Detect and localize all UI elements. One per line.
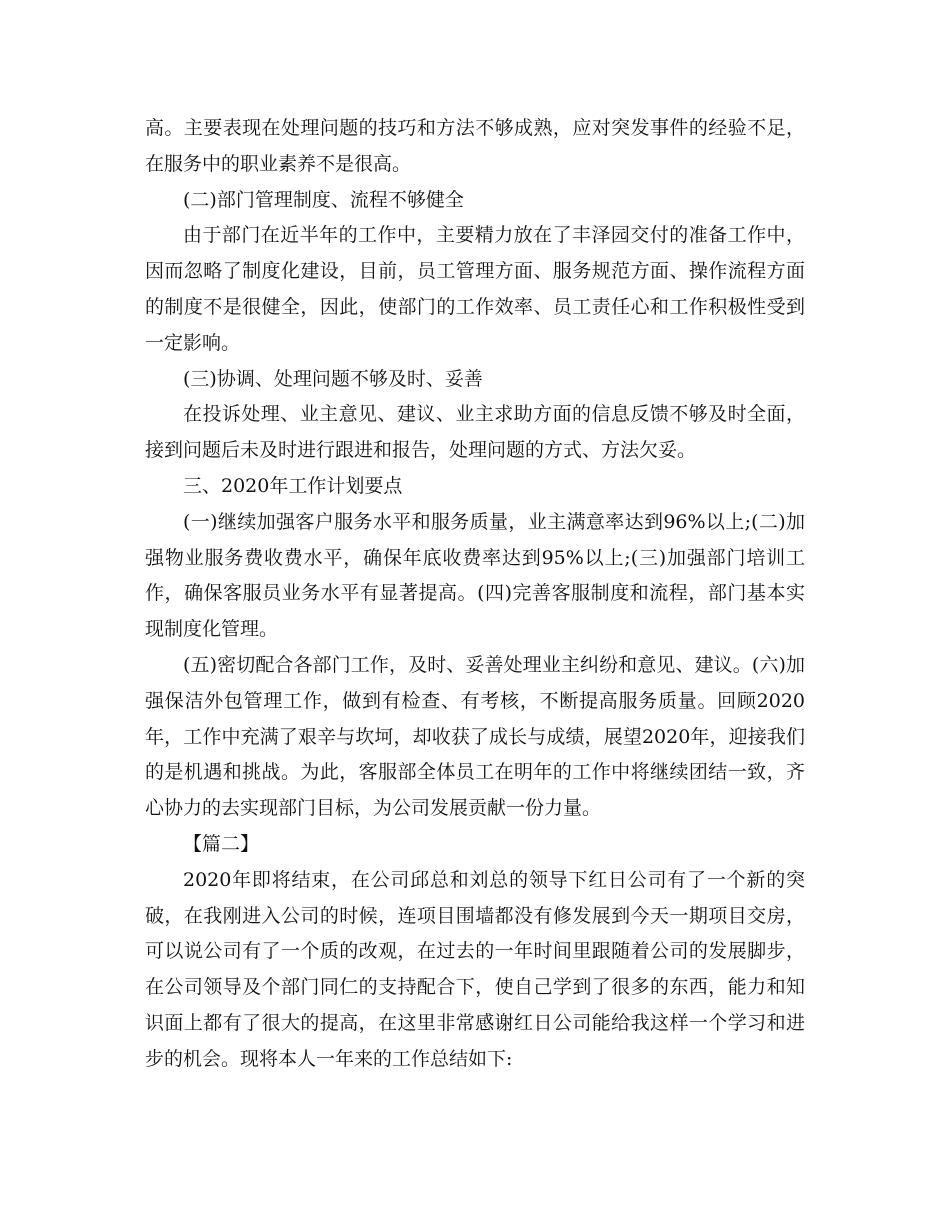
body-paragraph: 在投诉处理、业主意见、建议、业主求助方面的信息反馈不够及时全面，接到问题后未及时进行跟进和报告，处理问题的方式、方法欠妥。 bbox=[145, 403, 805, 462]
section-heading: 三、2020年工作计划要点 bbox=[183, 474, 403, 497]
section-subheading: (二)部门管理制度、流程不够健全 bbox=[183, 188, 464, 211]
section-subheading: (三)协调、处理问题不够及时、妥善 bbox=[183, 367, 483, 390]
article-heading: 【篇二】 bbox=[183, 832, 260, 855]
body-paragraph: (五)密切配合各部门工作，及时、妥善处理业主纠纷和意见、建议。(六)加强保洁外包管理工作，做到有检查、有考核，不断提高服务质量。回顾2020年，工作中充满了艰辛与坎坷，却收获了成长与成绩，展望2020年，迎接我们的是机遇和挑战。为此，客服部全体员工在明年的工作中将继续团结一致，齐心协力的去实现部门目标，为公司发展贡献一份力量。 bbox=[145, 653, 805, 820]
body-paragraph-continued: 高。主要表现在处理问题的技巧和方法不够成熟，应对突发事件的经验不足，在服务中的职业素养不是很高。 bbox=[145, 117, 805, 175]
body-paragraph: 由于部门在近半年的工作中，主要精力放在了丰泽园交付的准备工作中，因而忽略了制度化建设，目前，员工管理方面、服务规范方面、操作流程方面的制度不是很健全，因此，使部门的工作效率、员工责任心和工作积极性受到一定影响。 bbox=[145, 224, 805, 354]
body-paragraph: (一)继续加强客户服务水平和服务质量，业主满意率达到96%以上;(二)加强物业服务费收费水平，确保年底收费率达到95%以上;(三)加强部门培训工作，确保客服员业务水平有显著提高。(四)完善客服制度和流程，部门基本实现制度化管理。 bbox=[145, 510, 805, 641]
document-page bbox=[145, 111, 805, 1078]
body-paragraph: 2020年即将结束，在公司邱总和刘总的领导下红日公司有了一个新的突破，在我刚进入公司的时候，连项目围墙都没有修发展到今天一期项目交房，可以说公司有了一个质的改观，在过去的一年时间里跟随着公司的发展脚步，在公司领导及个部门同仁的支持配合下，使自己学到了很多的东西，能力和知识面上都有了很大的提高，在这里非常感谢红日公司能给我这样一个学习和进步的机会。现将本人一年来的工作总结如下: bbox=[145, 868, 805, 1070]
